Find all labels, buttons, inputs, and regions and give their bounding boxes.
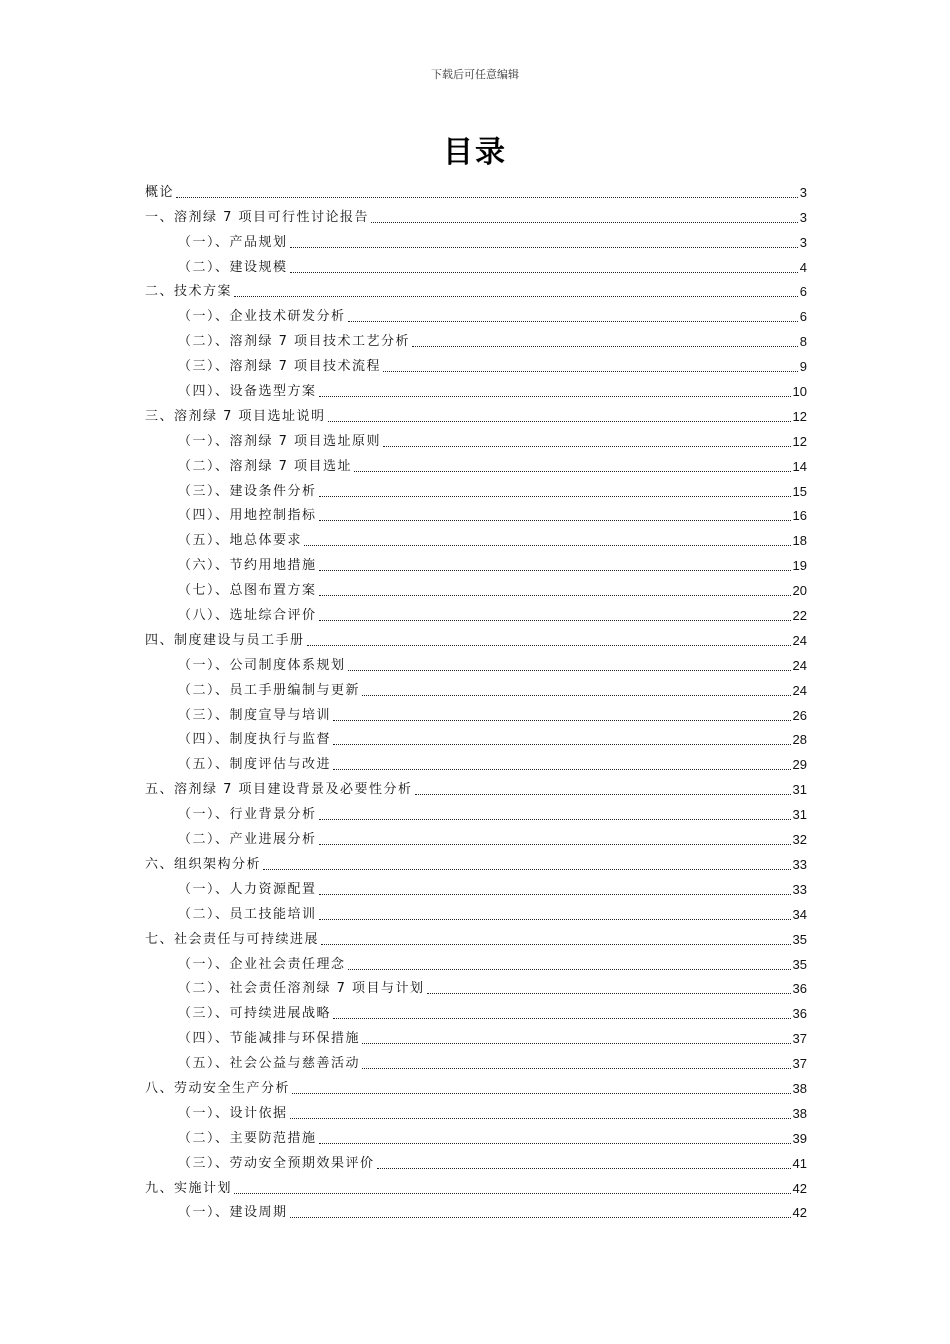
toc-entry-page-number: 12	[792, 433, 807, 449]
toc-entry-page-number: 33	[792, 881, 807, 897]
toc-dot-leader	[319, 594, 791, 596]
toc-dot-leader	[290, 246, 798, 248]
toc-entry[interactable]	[145, 773, 807, 798]
toc-entry[interactable]	[145, 201, 807, 226]
toc-dot-leader	[307, 644, 791, 646]
toc-entry-label: （四）、设备选型方案	[178, 384, 317, 400]
toc-entry-label: （一）、建设周期	[178, 1205, 288, 1221]
toc-dot-leader	[234, 295, 798, 297]
page-title: 目录	[443, 135, 507, 170]
toc-entry[interactable]	[145, 300, 807, 325]
toc-entry-page-number: 14	[792, 458, 807, 474]
toc-dot-leader	[290, 1216, 791, 1218]
toc-entry[interactable]	[145, 500, 807, 525]
toc-dot-leader	[319, 495, 791, 497]
toc-dot-leader	[362, 694, 791, 696]
toc-dot-leader	[415, 793, 791, 795]
toc-entry[interactable]	[145, 1147, 807, 1172]
toc-entry-page-number: 38	[792, 1080, 807, 1096]
toc-entry-page-number: 26	[792, 707, 807, 723]
toc-entry-label: （五）、制度评估与改进	[178, 757, 332, 773]
toc-entry-page-number: 6	[799, 309, 807, 325]
toc-entry[interactable]	[145, 798, 807, 823]
toc-entry-page-number: 36	[792, 981, 807, 997]
toc-entry-label: （四）、节能减排与环保措施	[178, 1031, 361, 1047]
toc-dot-leader	[319, 519, 791, 521]
toc-entry[interactable]	[145, 1197, 807, 1222]
toc-entry-page-number: 38	[792, 1105, 807, 1121]
toc-entry-label: （七）、总图布置方案	[178, 583, 317, 599]
toc-entry[interactable]	[145, 873, 807, 898]
toc-entry-page-number: 34	[792, 906, 807, 922]
toc-entry-label: （一）、溶剂绿 7 项目选址原则	[178, 433, 382, 449]
toc-entry-page-number: 16	[792, 508, 807, 524]
toc-dot-leader	[354, 470, 790, 472]
toc-dot-leader	[290, 1117, 791, 1119]
toc-entry-page-number: 35	[792, 931, 807, 947]
toc-entry-label: （二）、溶剂绿 7 项目技术工艺分析	[178, 334, 411, 350]
toc-dot-leader	[321, 943, 791, 945]
toc-entry-label: （一）、人力资源配置	[178, 881, 317, 897]
toc-entry[interactable]	[145, 1022, 807, 1047]
toc-entry[interactable]	[145, 1097, 807, 1122]
toc-entry-page-number: 3	[799, 234, 807, 250]
toc-entry-label: 五、溶剂绿 7 项目建设背景及必要性分析	[145, 782, 413, 798]
table-of-contents	[145, 176, 807, 1221]
toc-entry[interactable]	[145, 350, 807, 375]
toc-entry-page-number: 37	[792, 1056, 807, 1072]
toc-entry-label: （一）、设计依据	[178, 1105, 288, 1121]
toc-dot-leader	[412, 345, 798, 347]
toc-dot-leader	[290, 271, 798, 273]
toc-entry-label: （二）、员工手册编制与更新	[178, 682, 361, 698]
toc-entry-page-number: 12	[792, 408, 807, 424]
toc-entry[interactable]	[145, 524, 807, 549]
toc-entry-label: （一）、企业社会责任理念	[178, 956, 346, 972]
toc-entry-page-number: 33	[792, 856, 807, 872]
toc-dot-leader	[319, 893, 791, 895]
toc-entry-label: （二）、建设规模	[178, 259, 288, 275]
toc-entry[interactable]	[145, 848, 807, 873]
toc-entry-label: 七、社会责任与可持续进展	[145, 931, 320, 947]
toc-entry-page-number: 4	[799, 259, 807, 275]
toc-dot-leader	[348, 968, 791, 970]
toc-entry[interactable]	[145, 400, 807, 425]
toc-entry[interactable]	[145, 475, 807, 500]
toc-entry-label: （六）、节约用地措施	[178, 558, 317, 574]
toc-entry[interactable]	[145, 1122, 807, 1147]
toc-dot-leader	[319, 843, 791, 845]
toc-dot-leader	[427, 992, 791, 994]
toc-entry-label: （八）、选址综合评价	[178, 608, 317, 624]
toc-entry[interactable]	[145, 276, 807, 301]
toc-entry-page-number: 32	[792, 832, 807, 848]
toc-entry-page-number: 3	[799, 209, 807, 225]
toc-entry-label: （三）、劳动安全预期效果评价	[178, 1155, 375, 1171]
toc-entry-label: （一）、行业背景分析	[178, 807, 317, 823]
toc-dot-leader	[333, 743, 791, 745]
toc-entry-page-number: 42	[792, 1180, 807, 1196]
toc-entry-page-number: 19	[792, 558, 807, 574]
toc-entry-page-number: 39	[792, 1130, 807, 1146]
toc-entry-page-number: 31	[792, 807, 807, 823]
toc-entry-label: （二）、主要防范措施	[178, 1130, 317, 1146]
toc-dot-leader	[176, 196, 798, 198]
toc-entry-label: （二）、溶剂绿 7 项目选址	[178, 458, 353, 474]
toc-entry-page-number: 10	[792, 384, 807, 400]
header-note: 下载后可任意编辑	[431, 68, 519, 81]
toc-entry-label: （三）、溶剂绿 7 项目技术流程	[178, 359, 382, 375]
toc-entry-page-number: 22	[792, 608, 807, 624]
toc-entry[interactable]	[145, 375, 807, 400]
toc-entry[interactable]	[145, 1072, 807, 1097]
toc-entry-page-number: 37	[792, 1031, 807, 1047]
toc-entry-label: 概论	[145, 184, 175, 200]
toc-entry-label: （一）、产品规划	[178, 234, 288, 250]
toc-entry-page-number: 15	[792, 483, 807, 499]
toc-entry-label: （二）、员工技能培训	[178, 906, 317, 922]
toc-entry[interactable]	[145, 923, 807, 948]
toc-entry[interactable]	[145, 948, 807, 973]
toc-entry[interactable]	[145, 973, 807, 998]
toc-entry-page-number: 24	[792, 657, 807, 673]
toc-entry-page-number: 28	[792, 732, 807, 748]
toc-entry-label: 八、劳动安全生产分析	[145, 1080, 291, 1096]
toc-dot-leader	[383, 370, 798, 372]
toc-entry[interactable]	[145, 176, 807, 201]
toc-entry-page-number: 31	[792, 782, 807, 798]
toc-entry-page-number: 35	[792, 956, 807, 972]
toc-entry-page-number: 41	[792, 1155, 807, 1171]
toc-dot-leader	[319, 619, 791, 621]
toc-entry-label: 四、制度建设与员工手册	[145, 632, 305, 648]
toc-dot-leader	[319, 569, 791, 571]
toc-entry[interactable]	[145, 748, 807, 773]
toc-entry-label: （四）、用地控制指标	[178, 508, 317, 524]
toc-entry[interactable]	[145, 599, 807, 624]
toc-entry-page-number: 3	[799, 184, 807, 200]
toc-entry-label: （三）、建设条件分析	[178, 483, 317, 499]
toc-dot-leader	[304, 544, 791, 546]
toc-dot-leader	[333, 719, 791, 721]
toc-entry-page-number: 20	[792, 583, 807, 599]
toc-dot-leader	[362, 1042, 791, 1044]
toc-entry[interactable]	[145, 997, 807, 1022]
toc-entry-page-number: 29	[792, 757, 807, 773]
toc-entry[interactable]	[145, 898, 807, 923]
toc-entry[interactable]	[145, 251, 807, 276]
toc-entry-label: 六、组织架构分析	[145, 856, 262, 872]
toc-dot-leader	[348, 320, 798, 322]
toc-entry-label: （一）、公司制度体系规划	[178, 657, 346, 673]
toc-dot-leader	[263, 868, 791, 870]
toc-entry[interactable]	[145, 574, 807, 599]
toc-entry-page-number: 8	[799, 334, 807, 350]
toc-entry[interactable]	[145, 624, 807, 649]
toc-entry-label: （三）、可持续进展战略	[178, 1006, 332, 1022]
toc-entry-label: 三、溶剂绿 7 项目选址说明	[145, 408, 326, 424]
toc-dot-leader	[328, 420, 791, 422]
toc-entry-page-number: 6	[799, 284, 807, 300]
toc-entry-label: （二）、社会责任溶剂绿 7 项目与计划	[178, 981, 425, 997]
toc-entry[interactable]	[145, 425, 807, 450]
toc-dot-leader	[333, 768, 791, 770]
toc-entry[interactable]	[145, 699, 807, 724]
toc-entry[interactable]	[145, 325, 807, 350]
toc-dot-leader	[319, 1142, 791, 1144]
toc-entry[interactable]	[145, 649, 807, 674]
toc-entry-page-number: 24	[792, 632, 807, 648]
toc-entry[interactable]	[145, 450, 807, 475]
toc-dot-leader	[234, 1192, 791, 1194]
toc-entry-page-number: 42	[792, 1205, 807, 1221]
toc-dot-leader	[292, 1092, 791, 1094]
toc-entry-label: （三）、制度宣导与培训	[178, 707, 332, 723]
toc-entry-page-number: 18	[792, 533, 807, 549]
toc-entry[interactable]	[145, 674, 807, 699]
toc-entry[interactable]	[145, 1172, 807, 1197]
toc-dot-leader	[333, 1017, 791, 1019]
toc-entry-page-number: 9	[799, 359, 807, 375]
toc-entry[interactable]	[145, 226, 807, 251]
toc-dot-leader	[371, 221, 798, 223]
toc-entry[interactable]	[145, 1047, 807, 1072]
toc-dot-leader	[319, 395, 791, 397]
toc-entry[interactable]	[145, 549, 807, 574]
toc-dot-leader	[319, 918, 791, 920]
toc-entry-label: 一、溶剂绿 7 项目可行性讨论报告	[145, 209, 370, 225]
toc-entry-label: （一）、企业技术研发分析	[178, 309, 346, 325]
toc-entry-label: （五）、地总体要求	[178, 533, 303, 549]
toc-entry-label: （二）、产业进展分析	[178, 832, 317, 848]
toc-dot-leader	[362, 1067, 791, 1069]
toc-entry-label: （五）、社会公益与慈善活动	[178, 1056, 361, 1072]
toc-dot-leader	[348, 669, 791, 671]
toc-entry[interactable]	[145, 724, 807, 749]
toc-dot-leader	[377, 1167, 791, 1169]
toc-dot-leader	[383, 445, 790, 447]
toc-entry-label: 二、技术方案	[145, 284, 233, 300]
toc-entry-page-number: 24	[792, 682, 807, 698]
toc-entry[interactable]	[145, 823, 807, 848]
toc-entry-page-number: 36	[792, 1006, 807, 1022]
toc-dot-leader	[319, 818, 791, 820]
toc-entry-label: 九、实施计划	[145, 1180, 233, 1196]
toc-entry-label: （四）、制度执行与监督	[178, 732, 332, 748]
